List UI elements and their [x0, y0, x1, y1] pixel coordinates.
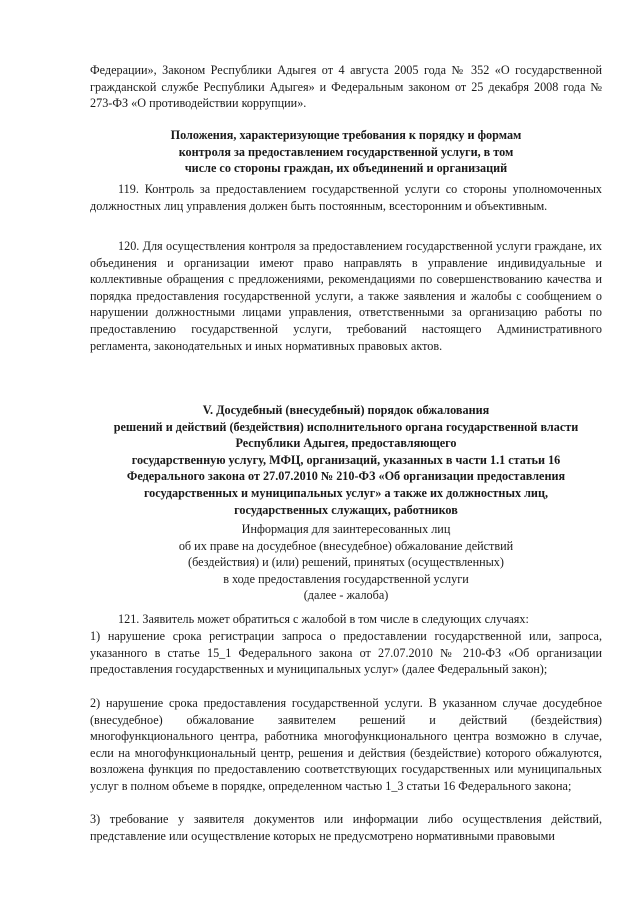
- heading-line: V. Досудебный (внесудебный) порядок обжалования: [202, 403, 490, 417]
- paragraph-120: 120. Для осуществления контроля за предоставлением государственной услуги граждане, их объединения и организации имеют право направлять в управление индивидуальные и коллективные обращения с предложениями, рекомендациями по совершенствованию качества и порядка предоставления государственной услуги, а также заявления и жалобы с сообщением о нарушении должностными лицами управления, ответственными за организацию работы по предоставлению государственной услуги, требований настоящего Административного регламента, законодательных и иных нормативных правовых актов.: [90, 239, 602, 353]
- heading-line: государственных служащих, работников: [234, 502, 458, 517]
- info-line: Информация для заинтересованных лиц: [241, 522, 451, 536]
- list-item-3: 3) требование у заявителя документов или информации либо осуществления действий, представление или осуществление которых не предусмотрено нормативными правовыми: [90, 812, 602, 843]
- paragraph-121: 121. Заявитель может обратиться с жалобой в том числе в следующих случаях:: [118, 612, 529, 626]
- heading-line: Положения, характеризующие требования к порядку и формам: [170, 128, 522, 142]
- control-section-heading: [90, 127, 602, 177]
- info-line: (далее - жалоба): [303, 588, 389, 603]
- info-line: (бездействия) и (или) решений, принятых (осуществленных): [188, 555, 504, 570]
- heading-line: контроля за предоставлением государственной услуги, в том: [178, 144, 514, 159]
- heading-line: государственных и муниципальных услуг» а также их должностных лиц,: [143, 485, 549, 500]
- intro-paragraph: Федерации», Законом Республики Адыгея от 4 августа 2005 года № 352 «О государственной гражданской службе Республики Адыгея» и Федеральным законом от 25 декабря 2008 года № 273-ФЗ «О противодействии коррупции».: [90, 63, 602, 111]
- section-v-heading: [90, 402, 602, 518]
- paragraph-119: 119. Контроль за предоставлением государственной услуги со стороны уполномоченных должностных лиц управления должен быть постоянным, всесторонним и объективным.: [90, 182, 602, 213]
- heading-line: числе со стороны граждан, их объединений и организаций: [184, 161, 508, 176]
- info-line: об их праве на досудебное (внесудебное) обжалование действий: [178, 538, 514, 553]
- list-item-1: 1) нарушение срока регистрации запроса о предоставлении государственной или, запроса, указанного в статье 15_1 Федерального закона от 27.07.2010 № 210-ФЗ «Об организации предоставления государственных и муниципальных услуг» (далее Федеральный закон);: [90, 629, 602, 677]
- info-block-heading: [90, 521, 602, 604]
- heading-line: Республики Адыгея, предоставляющего: [235, 436, 457, 451]
- heading-line: государственную услугу, МФЦ, организаций, указанных в части 1.1 статьи 16: [131, 452, 561, 467]
- list-item-2: 2) нарушение срока предоставления государственной услуги. В указанном случае досудебное (внесудебное) обжалование заявителем решений и действий (бездействия) многофункционального центра, работника многофункционального центра возможно в случае, если на многофункциональный центр, решения и действия (бездействие) которого обжалуются, возложена функция по предоставлению соответствующих государственных или муниципальных услуг в полном объеме в порядке, определенном частью 1_3 статьи 16 Федерального закона;: [90, 696, 602, 793]
- info-line: в ходе предоставления государственной услуги: [223, 571, 469, 586]
- heading-line: решений и действий (бездействия) исполнительного органа государственной власти: [113, 419, 579, 434]
- heading-line: Федерального закона от 27.07.2010 № 210-ФЗ «Об организации предоставления: [126, 469, 566, 484]
